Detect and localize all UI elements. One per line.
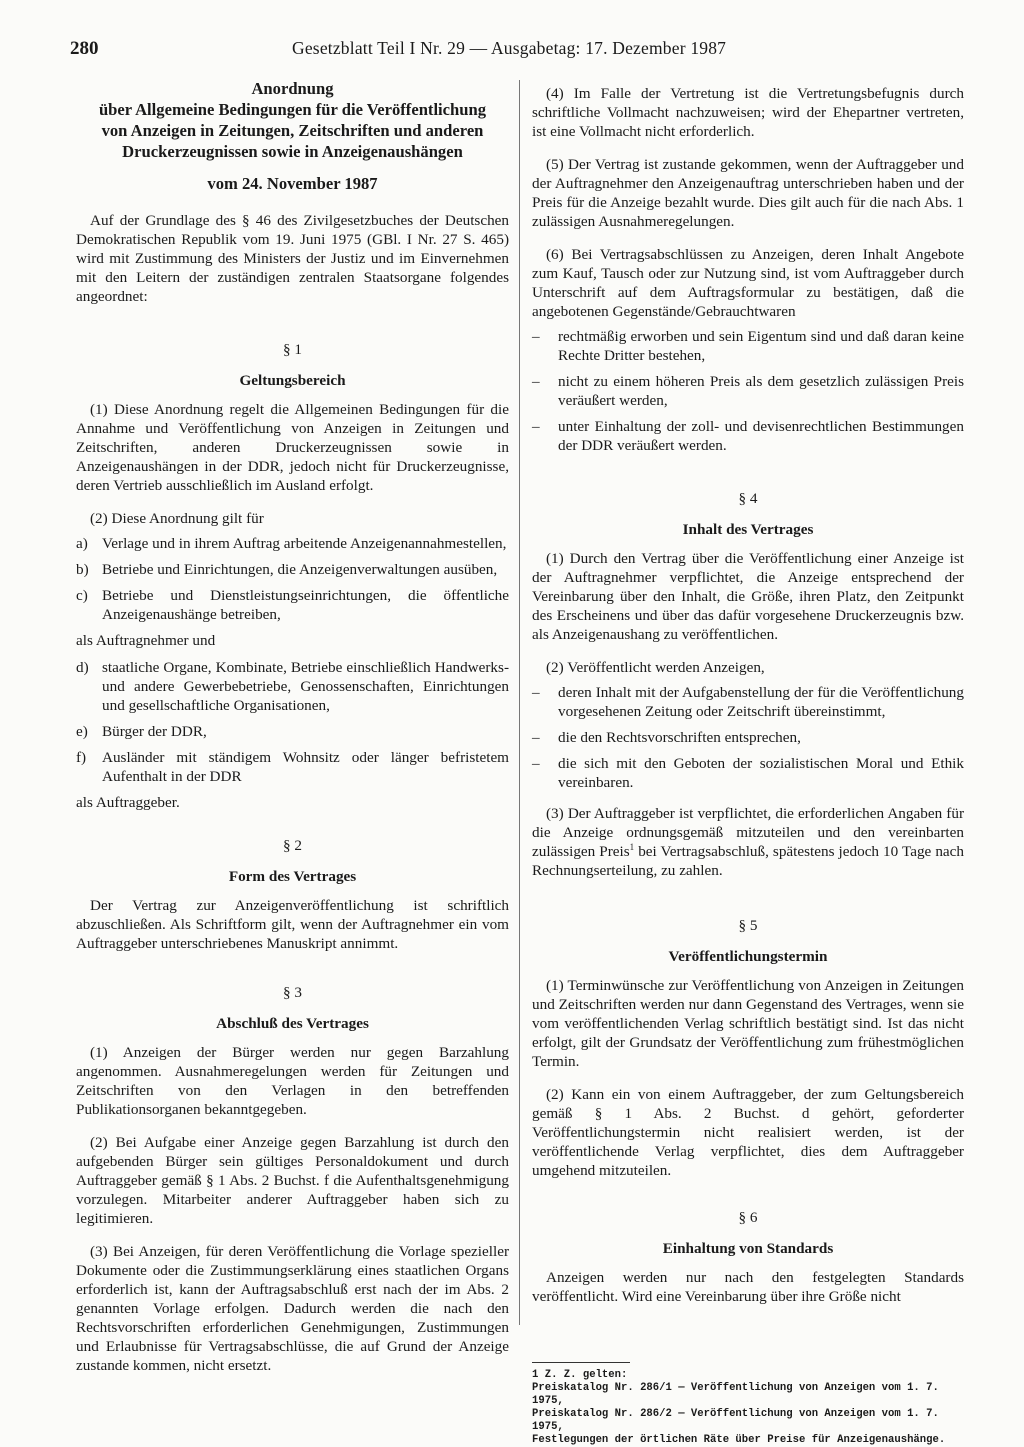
paragraph: als Auftragnehmer und	[76, 632, 216, 649]
section-heading: Inhalt des Vertrages	[682, 521, 814, 538]
page-header	[70, 38, 970, 62]
footnote-line: Preiskatalog Nr. 286/1 — Veröffentlichung von Anzeigen vom 1. 7. 1975,	[532, 1382, 939, 1407]
list-item: b) Betriebe und Einrichtungen, die Anzeigenverwaltungen ausüben,	[76, 561, 498, 578]
ordinance-title-line: von Anzeigen in Zeitungen, Zeitschriften und anderen	[101, 121, 484, 140]
paragraph: (2) Kann ein von einem Auftraggeber, der zum Geltungsbereich gemäß § 1 Abs. 2 Buchst. d gehört, geforderter Veröffentlichungstermin nicht realisiert werden, ist der veröffentlichende Verlag verpflichtet, dies dem Auftraggeber umgehend mitzuteilen.	[532, 1086, 964, 1179]
footnote-line: Festlegungen der örtlichen Räte über Preise für Anzeigenaushänge.	[532, 1434, 946, 1446]
list-item: – die sich mit den Geboten der sozialistischen Moral und Ethik vereinbaren.	[532, 755, 964, 791]
section-heading: Form des Vertrages	[228, 868, 357, 885]
footnote-line: 1 Z. Z. gelten:	[532, 1369, 628, 1381]
list-item: c) Betriebe und Dienstleistungseinrichtungen, die öffentliche Anzeigenaushänge betreiben,	[76, 587, 509, 623]
paragraph: (2) Bei Aufgabe einer Anzeige gegen Barzahlung ist durch den aufgebenden Bürger sein gültiges Personaldokument und durch Auftraggeber gemäß § 1 Abs. 2 Buchst. f die Aufenthaltsgenehmigung vorzulegen. Mitarbeiter anderer Auftraggeber haben sich zu legitimieren.	[76, 1134, 509, 1227]
section-number: § 4	[738, 490, 758, 507]
column-divider	[519, 80, 520, 1325]
section-heading: Abschluß des Vertrages	[216, 1015, 369, 1032]
paragraph: (6) Bei Vertragsabschlüssen zu Anzeigen, deren Inhalt Angebote zum Kauf, Tausch oder zur Nutzung sind, ist vom Auftraggeber durch Unterschrift auf dem Auftragsformular zu bestätigen, daß die angebotenen Gegenstände/Gebrauchtwaren	[532, 246, 964, 320]
list-item: e) Bürger der DDR,	[76, 723, 207, 740]
footnote	[532, 1369, 964, 1447]
paragraph: Der Vertrag zur Anzeigenveröffentlichung ist schriftlich abzuschließen. Als Schriftform gilt, wenn der Auftragnehmer ein vom Auftraggeber unterschriebenes Manuskript annimmt.	[76, 897, 509, 952]
paragraph: (5) Der Vertrag ist zustande gekommen, wenn der Auftraggeber und der Auftragnehmer den Anzeigenauftrag unterschrieben haben und der Preis für die Anzeige bezahlt wurde. Dies gilt auch für die nach Abs. 1 zulässigen Ausnahmeregelungen.	[532, 156, 964, 230]
footnote-line: Preiskatalog Nr. 286/2 — Veröffentlichung von Anzeigen vom 1. 7. 1975,	[532, 1408, 939, 1433]
paragraph: (2) Veröffentlicht werden Anzeigen,	[546, 659, 765, 676]
left-column	[76, 78, 509, 1389]
section-number: § 3	[283, 984, 302, 1001]
paragraph: (4) Im Falle der Vertretung ist die Vertretungsbefugnis durch schriftliche Vollmacht nachzuweisen; wird der Ehepartner vertreten, ist eine Vollmacht nicht erforderlich.	[532, 85, 964, 140]
section-number: § 6	[738, 1209, 758, 1226]
section-heading: Veröffentlichungstermin	[668, 948, 828, 965]
list-item: d) staatliche Organe, Kombinate, Betriebe einschließlich Handwerks- und andere Gewerbebetriebe, Genossenschaften, Einrichtungen und gesellschaftliche Organisationen,	[76, 659, 509, 714]
footnote-marker: 1	[629, 841, 635, 852]
paragraph: (1) Durch den Vertrag über die Veröffentlichung einer Anzeige ist der Auftragnehmer verpflichtet, die Anzeige entsprechend der Vereinbarung über den Inhalt, die Größe, ihren Platz, den Zeitpunkt des Erscheinens und über das dafür vorgesehene Druckerzeugnis bzw. als Anzeigenaushang zu veröffentlichen.	[532, 550, 964, 643]
ordinance-date: vom 24. November 1987	[207, 174, 378, 193]
ordinance-title-line: Druckerzeugnissen sowie in Anzeigenaushängen	[122, 142, 463, 161]
ordinance-title-line: Anordnung	[251, 79, 334, 98]
section-number: § 5	[738, 917, 758, 934]
list-item: a) Verlage und in ihrem Auftrag arbeitende Anzeigenannahmestellen,	[76, 535, 507, 552]
section-number: § 1	[283, 341, 302, 358]
paragraph: (1) Anzeigen der Bürger werden nur gegen Barzahlung angenommen. Ausnahmeregelungen werden für Zeitungen und Zeitschriften von den Verlagen in den betreffenden Publikationsorganen bekanntgegeben.	[76, 1044, 509, 1118]
footnote-rule	[532, 1362, 630, 1363]
list-item: – rechtmäßig erworben und sein Eigentum sind und daß daran keine Rechte Dritter bestehen,	[532, 328, 964, 364]
list-item: – unter Einhaltung der zoll- und devisenrechtlichen Bestimmungen der DDR veräußert werden.	[532, 418, 964, 454]
list-item: f) Ausländer mit ständigem Wohnsitz oder länger befristetem Aufenthalt in der DDR	[76, 749, 509, 785]
list-item: – die den Rechtsvorschriften entsprechen,	[532, 729, 801, 746]
paragraph: (3) Der Auftraggeber ist verpflichtet, die erforderlichen Angaben für die Anzeige ordnungsgemäß mitzuteilen und den vereinbarten zulässigen Preis$^1$ bei Vertragsabschluß, spätestens jedoch 10 Tage nach Rechnungserteilung, zu zahlen.	[532, 805, 964, 879]
paragraph: (1) Diese Anordnung regelt die Allgemeinen Bedingungen für die Annahme und Veröffentlichung von Anzeigen in Zeitungen und Zeitschriften, anderen Druckerzeugnissen sowie in Anzeigenaushängen in der DDR, jedoch nicht für Druckerzeugnisse, deren Vertrieb ausschließlich im Ausland erfolgt.	[76, 401, 509, 494]
right-column	[532, 84, 964, 1447]
paragraph: (2) Diese Anordnung gilt für	[90, 510, 264, 527]
page-number: 280	[70, 38, 99, 59]
list-item: – deren Inhalt mit der Aufgabenstellung der für die Veröffentlichung vorgesehenen Zeitung oder Zeitschrift übereinstimmt,	[532, 684, 964, 720]
ordinance-title-line: über Allgemeine Bedingungen für die Veröffentlichung	[98, 100, 487, 119]
header-title: Gesetzblatt Teil I Nr. 29 — Ausgabetag: 17. Dezember 1987	[292, 38, 727, 58]
list-item: – nicht zu einem höheren Preis als dem gesetzlich zulässigen Preis veräußert werden,	[532, 373, 964, 409]
paragraph: Anzeigen werden nur nach den festgelegten Standards veröffentlicht. Wird eine Vereinbarung über ihre Größe nicht	[532, 1269, 964, 1305]
paragraph: (1) Terminwünsche zur Veröffentlichung von Anzeigen in Zeitungen und Zeitschriften werden nur dann Gegenstand des Vertrages, wenn sie vom veröffentlichenden Verlag schriftlich bestätigt sind. Ist das nicht erfolgt, gilt der Grundsatz der Veröffentlichung zum frühestmöglichen Termin.	[532, 977, 964, 1070]
paragraph: (3) Bei Anzeigen, für deren Veröffentlichung die Vorlage spezieller Dokumente oder die Zustimmungserklärung eines staatlichen Organs erforderlich ist, kann der Auftragsabschluß erst nach der im Abs. 2 genannten Vorlage erfolgen. Dadurch werden die nach den Rechtsvorschriften erforderlichen Genehmigungen, Zustimmungen und Erlaubnisse für Vertragsabschlüsse, die auf Grund der Anzeige zustande kommen, nicht ersetzt.	[76, 1243, 509, 1374]
paragraph: als Auftraggeber.	[76, 794, 180, 811]
section-heading: Geltungsbereich	[239, 372, 346, 389]
section-heading: Einhaltung von Standards	[662, 1240, 834, 1257]
preamble: Auf der Grundlage des § 46 des Zivilgesetzbuches der Deutschen Demokratischen Republik vom 19. Juni 1975 (GBl. I Nr. 27 S. 465) wird mit Zustimmung des Ministers der Justiz und im Einvernehmen mit den Leitern der zuständigen zentralen Staatsorgane folgendes angeordnet:	[76, 212, 509, 305]
section-number: § 2	[283, 837, 302, 854]
